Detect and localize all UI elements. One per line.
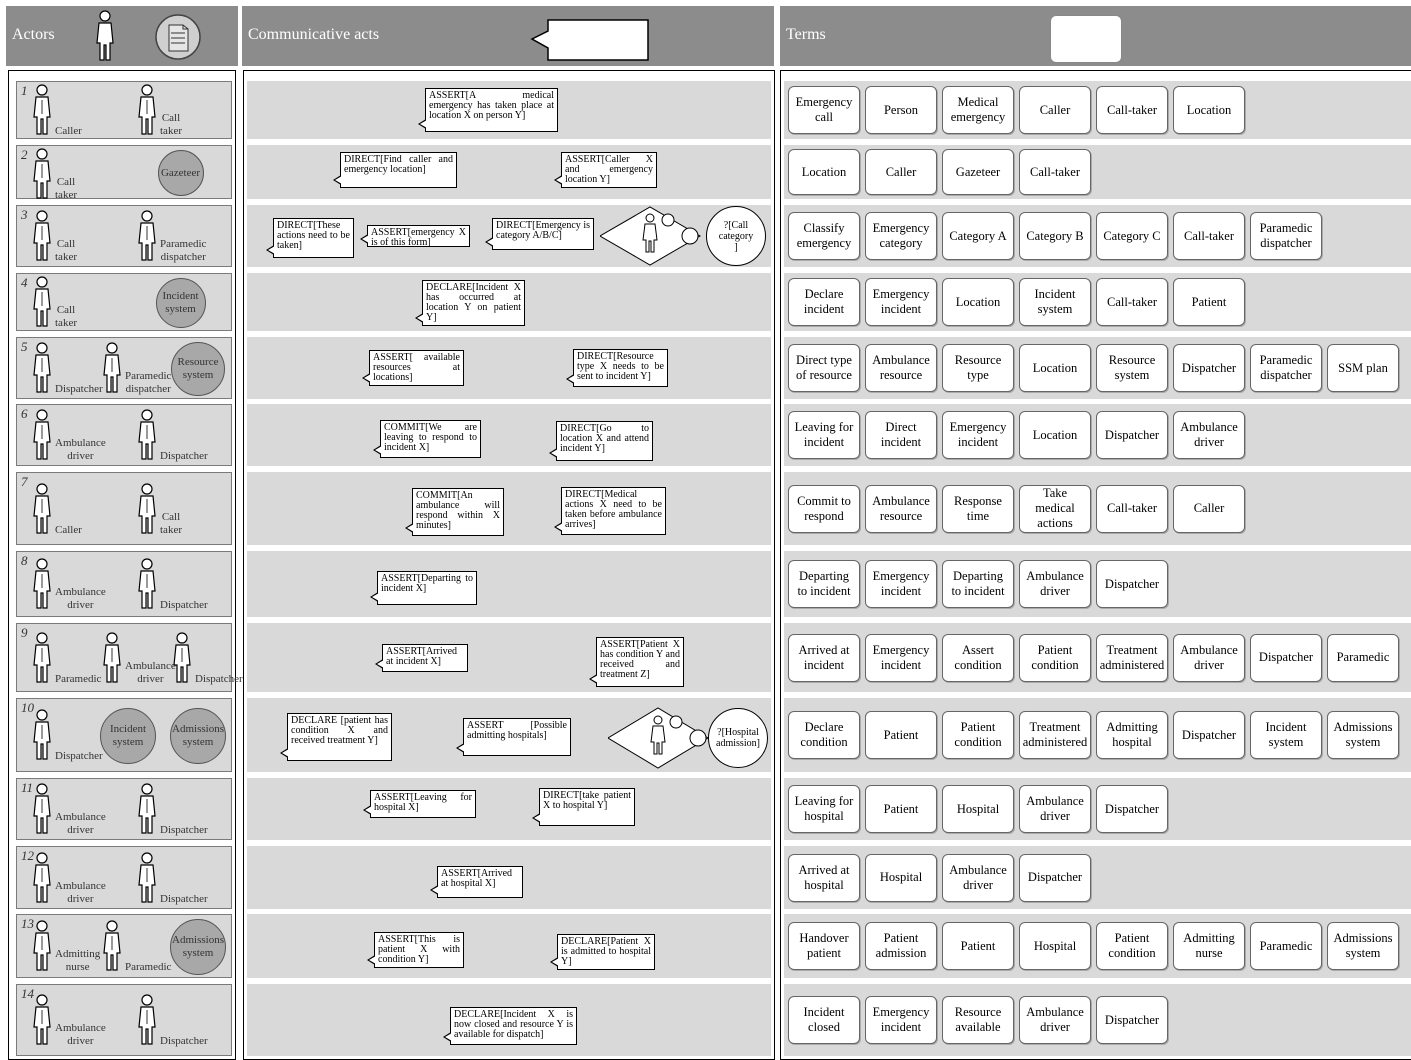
speech-act-text: ASSERT[This is patient X with condition Y]	[378, 934, 460, 965]
person-icon	[101, 920, 123, 972]
actor-person	[31, 409, 128, 463]
row-number: 1	[21, 83, 28, 98]
term-box: Resource system	[1096, 344, 1168, 392]
bubble-tail-fill	[552, 958, 559, 966]
person-icon	[136, 409, 158, 461]
term-box: Admissions system	[1327, 711, 1399, 759]
actor-label: Ambulance driver	[55, 1022, 106, 1047]
actor-label: Ambulance driver	[125, 659, 176, 685]
row-number: 14	[21, 986, 34, 1001]
term-box: Ambulance driver	[1019, 560, 1091, 608]
term-box: Resource type	[942, 344, 1014, 392]
actor-cell	[16, 623, 243, 692]
speech-act-text: DIRECT[Resource type X needs to be sent to incident Y]	[577, 351, 664, 382]
bubble-tail-fill	[556, 523, 563, 531]
term-box: Ambulance resource	[865, 485, 937, 533]
actor-cell	[16, 337, 232, 399]
actor-label: Dispatcher	[160, 824, 208, 836]
term-box: Patient condition	[1096, 922, 1168, 970]
bubble-tail-fill	[268, 246, 275, 254]
actor-label: Dispatcher	[160, 1035, 208, 1047]
term-box: Paramedic dispatcher	[1250, 212, 1322, 260]
bubble-tail-fill	[282, 749, 289, 757]
term-box: Paramedic	[1250, 922, 1322, 970]
actor-person	[136, 210, 233, 264]
person-icon	[31, 783, 53, 835]
row-number: 7	[21, 474, 28, 489]
term-box: Ambulance driver	[1019, 785, 1091, 833]
speech-act-bubble	[492, 218, 594, 250]
acts-header-title: Communicative acts	[248, 26, 380, 43]
term-box: Emergency incident	[865, 560, 937, 608]
term-box: Resource available	[942, 996, 1014, 1044]
acts-cell	[247, 778, 771, 840]
actor-cell	[16, 551, 232, 617]
term-box: Dispatcher	[1019, 854, 1091, 902]
person-icon	[31, 483, 53, 535]
term-box: Emergency call	[788, 86, 860, 134]
actor-label: Call taker	[160, 112, 182, 137]
bubble-tail-fill	[445, 1033, 452, 1041]
term-box: Paramedic	[1327, 634, 1399, 682]
speech-act-text: ASSERT[Departing to incident X]	[381, 573, 473, 594]
speech-bubble-icon	[530, 18, 650, 62]
actor-person	[31, 483, 128, 537]
actor-label: Call taker	[55, 304, 77, 329]
actor-person	[101, 920, 172, 974]
row-number: 10	[21, 700, 34, 715]
actors-header	[6, 6, 238, 66]
system-circle: Resource system	[171, 342, 225, 396]
term-box: Dispatcher	[1250, 634, 1322, 682]
term-box: Dispatcher	[1096, 996, 1168, 1044]
actor-label: Caller	[55, 523, 82, 536]
speech-act-bubble	[370, 790, 476, 818]
term-box-icon	[1050, 15, 1122, 63]
actor-label: Admitting nurse	[55, 948, 101, 973]
term-box: Declare condition	[788, 711, 860, 759]
speech-act-text: DECLARE[Incident X has occurred at location Y on patient Y]	[426, 282, 521, 323]
row-number: 5	[21, 339, 28, 354]
actor-person	[136, 994, 233, 1048]
bubble-tail-fill	[420, 120, 427, 128]
person-icon	[136, 483, 158, 535]
term-box: Category B	[1019, 212, 1091, 260]
speech-act-text: DIRECT[These actions need to be taken]	[277, 220, 350, 251]
person-icon	[31, 558, 53, 610]
term-box: Patient	[865, 711, 937, 759]
bubble-tail-fill	[568, 375, 575, 383]
term-box: Leaving for hospital	[788, 785, 860, 833]
term-box: Emergency incident	[865, 996, 937, 1044]
actor-person	[136, 783, 233, 837]
actor-cell	[16, 472, 232, 545]
speech-act-bubble	[556, 421, 653, 461]
speech-act-text: DIRECT[Find caller and emergency location]	[344, 154, 453, 175]
row-number: 12	[21, 848, 34, 863]
row-number: 4	[21, 275, 28, 290]
actor-label: Paramedic dispatcher	[160, 238, 207, 263]
term-box: Hospital	[865, 854, 937, 902]
bubble-tail-fill	[362, 235, 369, 243]
term-box: Dispatcher	[1096, 560, 1168, 608]
bubble-tail-fill	[591, 675, 598, 683]
term-box: Dispatcher	[1173, 711, 1245, 759]
speech-act-bubble	[561, 487, 666, 535]
term-box: Dispatcher	[1173, 344, 1245, 392]
term-box: Assert condition	[942, 634, 1014, 682]
actor-label: Dispatcher	[55, 750, 103, 762]
speech-act-bubble	[369, 350, 464, 386]
actor-label: Call taker	[160, 510, 182, 536]
speech-act-bubble	[557, 934, 655, 970]
row-number: 13	[21, 916, 34, 931]
speech-act-text: DIRECT[Medical actions X need to be taken before ambulance arrives]	[565, 489, 662, 530]
bubble-tail-fill	[364, 374, 371, 382]
actor-person	[136, 852, 233, 906]
term-box: Hospital	[1019, 922, 1091, 970]
actor-person	[101, 342, 172, 396]
term-box: Direct incident	[865, 411, 937, 459]
bubble-tail-fill	[375, 446, 382, 454]
speech-act-text: DIRECT[Go to location X and attend incident Y]	[560, 423, 649, 454]
person-icon	[31, 709, 53, 761]
term-box: Arrived at incident	[788, 634, 860, 682]
actor-person	[31, 709, 103, 763]
term-box: Location	[942, 278, 1014, 326]
server-icon	[154, 13, 202, 61]
term-box: Location	[1019, 411, 1091, 459]
speech-act-bubble	[596, 637, 684, 687]
acts-cell	[247, 145, 771, 199]
term-box: Patient	[865, 785, 937, 833]
term-box: Ambulance driver	[942, 854, 1014, 902]
system-circle: Admissions system	[170, 919, 226, 975]
term-box: Incident system	[1019, 278, 1091, 326]
term-box: Commit to respond	[788, 485, 860, 533]
actor-label: Dispatcher	[55, 383, 103, 395]
speech-act-bubble	[377, 571, 477, 605]
row-number: 3	[21, 207, 28, 222]
speech-act-text: DECLARE[Incident X is now closed and resource Y is available for dispatch]	[454, 1009, 573, 1040]
speech-act-text: ASSERT[Leaving for hospital X]	[374, 792, 472, 813]
acts-cell	[247, 404, 771, 466]
person-icon	[171, 632, 193, 684]
term-box: Patient condition	[942, 711, 1014, 759]
term-box: Caller	[1019, 86, 1091, 134]
term-box: Location	[1019, 344, 1091, 392]
term-box: Ambulance driver	[1019, 996, 1091, 1044]
speech-act-text: ASSERT[Arrived at incident X]	[386, 646, 458, 667]
term-box: Location	[1173, 86, 1245, 134]
speech-act-bubble	[273, 218, 354, 258]
term-box: Departing to incident	[942, 560, 1014, 608]
bubble-tail-fill	[335, 176, 342, 184]
term-box: Leaving for incident	[788, 411, 860, 459]
actor-person	[136, 409, 233, 463]
system-circle: Admissions system	[170, 708, 226, 764]
bubble-tail-fill	[417, 314, 424, 322]
term-box: Incident closed	[788, 996, 860, 1044]
acts-cell	[247, 472, 771, 545]
bubble-tail-fill	[372, 593, 379, 601]
person-icon	[31, 148, 53, 200]
speech-act-bubble	[539, 788, 635, 826]
system-circle: Gazeteer	[158, 150, 204, 196]
term-box: Location	[788, 149, 860, 195]
question-circle: ?[Call category ]	[706, 206, 766, 266]
term-box: Incident system	[1250, 711, 1322, 759]
speech-act-text: DIRECT[Emergency is category A/B/C]	[496, 220, 590, 241]
actor-person	[31, 84, 128, 138]
term-box: Arrived at hospital	[788, 854, 860, 902]
speech-act-bubble	[463, 718, 571, 756]
term-box: Patient admission	[865, 922, 937, 970]
row-number: 6	[21, 406, 28, 421]
actor-cell	[16, 205, 232, 267]
person-icon	[31, 920, 53, 972]
person-icon	[31, 342, 53, 394]
actor-label: Dispatcher	[195, 672, 243, 685]
speech-act-text: ASSERT [Possible admitting hospitals]	[467, 720, 567, 741]
bubble-tail-fill	[365, 806, 372, 814]
term-box: Call-taker	[1173, 212, 1245, 260]
term-box: Departing to incident	[788, 560, 860, 608]
speech-act-text: ASSERT[ available resources at locations]	[373, 352, 460, 383]
actor-label: Caller	[55, 125, 82, 137]
actor-person	[31, 210, 128, 264]
speech-act-text: COMMIT[An ambulance will respond within X minutes]	[416, 490, 500, 531]
term-box: Patient	[942, 922, 1014, 970]
speech-act-bubble	[380, 420, 481, 458]
actor-label: Call taker	[55, 238, 77, 263]
person-icon	[136, 783, 158, 835]
person-icon	[136, 558, 158, 610]
person-icon	[31, 210, 53, 262]
actor-person	[31, 920, 101, 974]
person-icon	[92, 10, 118, 62]
term-box: Admissions system	[1327, 922, 1399, 970]
actor-cell	[16, 914, 232, 978]
person-icon	[31, 276, 53, 328]
person-icon	[101, 342, 123, 394]
term-box: Emergency incident	[865, 278, 937, 326]
person-icon	[31, 994, 53, 1046]
actor-cell	[16, 846, 232, 909]
actor-cell	[16, 145, 232, 199]
actor-label: Paramedic dispatcher	[125, 370, 172, 395]
term-box: Paramedic dispatcher	[1250, 344, 1322, 392]
term-box: Call-taker	[1096, 86, 1168, 134]
actor-person	[31, 558, 128, 612]
actor-label: Paramedic	[55, 672, 102, 685]
person-icon	[136, 84, 158, 136]
acts-cell	[247, 337, 771, 399]
term-box: Classify emergency	[788, 212, 860, 260]
term-box: Emergency incident	[942, 411, 1014, 459]
actor-person	[31, 276, 128, 330]
speech-act-bubble	[367, 225, 470, 247]
term-box: Hospital	[942, 785, 1014, 833]
term-box: Ambulance resource	[865, 344, 937, 392]
actor-person	[31, 148, 128, 202]
actor-label: Dispatcher	[160, 450, 208, 462]
term-box: Category A	[942, 212, 1014, 260]
actor-person	[31, 632, 102, 686]
speech-act-text: ASSERT[Caller X and emergency location Y]	[565, 154, 653, 185]
bubble-tail-fill	[551, 449, 558, 457]
actor-person	[136, 483, 233, 537]
term-box: Admitting hospital	[1096, 711, 1168, 759]
term-box: Person	[865, 86, 937, 134]
speech-act-bubble	[287, 713, 392, 761]
actor-person	[101, 632, 176, 686]
speech-act-bubble	[382, 644, 468, 672]
term-box: Handover patient	[788, 922, 860, 970]
row-number: 11	[21, 780, 34, 795]
acts-cell	[247, 623, 771, 692]
person-icon	[31, 852, 53, 904]
person-icon	[31, 84, 53, 136]
row-number: 8	[21, 553, 28, 568]
term-box: Treatment administered	[1096, 634, 1168, 682]
actor-cell	[16, 778, 232, 840]
speech-act-bubble	[561, 152, 657, 188]
term-box: SSM plan	[1327, 344, 1399, 392]
system-circle: Incident system	[100, 708, 156, 764]
speech-act-bubble	[422, 280, 525, 326]
speech-act-bubble	[374, 932, 464, 968]
question-circle: ?[Hospital admission]	[708, 708, 768, 768]
actor-label: Ambulance driver	[55, 811, 106, 836]
speech-act-bubble	[412, 488, 504, 536]
term-box: Treatment administered	[1019, 711, 1091, 759]
actor-cell	[16, 273, 232, 331]
term-box: Emergency category	[865, 212, 937, 260]
bubble-tail-fill	[556, 176, 563, 184]
actor-label: Dispatcher	[160, 892, 208, 905]
term-box: Caller	[1173, 485, 1245, 533]
bubble-tail-fill	[369, 956, 376, 964]
speech-act-text: ASSERT[Patient X has condition Y and received and treatment Z]	[600, 639, 680, 680]
actor-cell	[16, 984, 232, 1056]
term-box: Call-taker	[1096, 278, 1168, 326]
actor-label: Ambulance driver	[55, 879, 106, 905]
actor-label: Dispatcher	[160, 599, 208, 611]
term-box: Category C	[1096, 212, 1168, 260]
actor-person	[171, 632, 243, 686]
actor-person	[136, 558, 233, 612]
actor-cell	[16, 404, 232, 466]
speech-act-text: ASSERT[Arrived at hospital X]	[441, 868, 513, 889]
speech-act-text: DIRECT[take patient X to hospital Y]	[543, 790, 631, 811]
system-circle: Incident system	[156, 278, 206, 328]
actor-label: Paramedic	[125, 961, 172, 973]
term-box: Call-taker	[1096, 485, 1168, 533]
term-box: Medical emergency	[942, 86, 1014, 134]
term-box: Dispatcher	[1096, 411, 1168, 459]
speech-act-bubble	[450, 1007, 577, 1045]
terms-header	[780, 6, 1411, 66]
bubble-tail-fill	[534, 814, 541, 822]
speech-act-bubble	[340, 152, 457, 188]
speech-act-text: DECLARE[Patient X is admitted to hospital Y]	[561, 936, 651, 967]
actor-cell	[16, 698, 232, 772]
person-icon	[31, 632, 53, 684]
actor-person	[31, 994, 128, 1048]
term-box: Admitting nurse	[1173, 922, 1245, 970]
term-box: Ambulance driver	[1173, 634, 1245, 682]
acts-cell	[247, 914, 771, 978]
term-box: Direct type of resource	[788, 344, 860, 392]
terms-header-title: Terms	[786, 26, 826, 43]
bubble-tail-fill	[432, 886, 439, 894]
actor-person	[31, 342, 103, 396]
term-box: Patient	[1173, 278, 1245, 326]
actor-label: Ambulance driver	[55, 586, 106, 611]
speech-act-text: DECLARE [patient has condition X and received treatment Y]	[291, 715, 388, 746]
actors-header-title: Actors	[12, 26, 55, 43]
speech-act-bubble	[437, 866, 523, 898]
speech-act-text: ASSERT[emergency X is of this form]	[371, 227, 466, 248]
speech-act-bubble	[573, 349, 668, 387]
person-icon	[136, 852, 158, 904]
term-box: Response time	[942, 485, 1014, 533]
person-icon	[101, 632, 123, 684]
row-number: 9	[21, 625, 28, 640]
actor-label: Ambulance driver	[55, 437, 106, 462]
bubble-tail-fill	[407, 524, 414, 532]
person-icon	[136, 210, 158, 262]
actor-person	[31, 852, 128, 906]
actor-person	[31, 783, 128, 837]
person-icon	[136, 994, 158, 1046]
term-box: Take medical actions	[1019, 485, 1091, 533]
term-box: Declare incident	[788, 278, 860, 326]
person-icon	[31, 409, 53, 461]
row-number: 2	[21, 147, 28, 162]
term-box: Emergency incident	[865, 634, 937, 682]
bubble-tail-fill	[377, 660, 384, 668]
term-box: Ambulance driver	[1173, 411, 1245, 459]
actor-person	[136, 84, 233, 138]
actor-cell	[16, 81, 232, 139]
bubble-tail-fill	[458, 744, 465, 752]
term-box: Patient condition	[1019, 634, 1091, 682]
speech-act-bubble	[425, 88, 558, 132]
term-box: Caller	[865, 149, 937, 195]
acts-cell	[247, 551, 771, 617]
term-box: Gazeteer	[942, 149, 1014, 195]
speech-act-text: COMMIT[We are leaving to respond to incident X]	[384, 422, 477, 453]
bubble-tail-fill	[487, 238, 494, 246]
speech-act-text: ASSERT[A medical emergency has taken place at location X on person Y]	[429, 90, 554, 121]
actor-label: Call taker	[55, 176, 77, 201]
term-box: Call-taker	[1019, 149, 1091, 195]
term-box: Dispatcher	[1096, 785, 1168, 833]
acts-header	[242, 6, 774, 66]
